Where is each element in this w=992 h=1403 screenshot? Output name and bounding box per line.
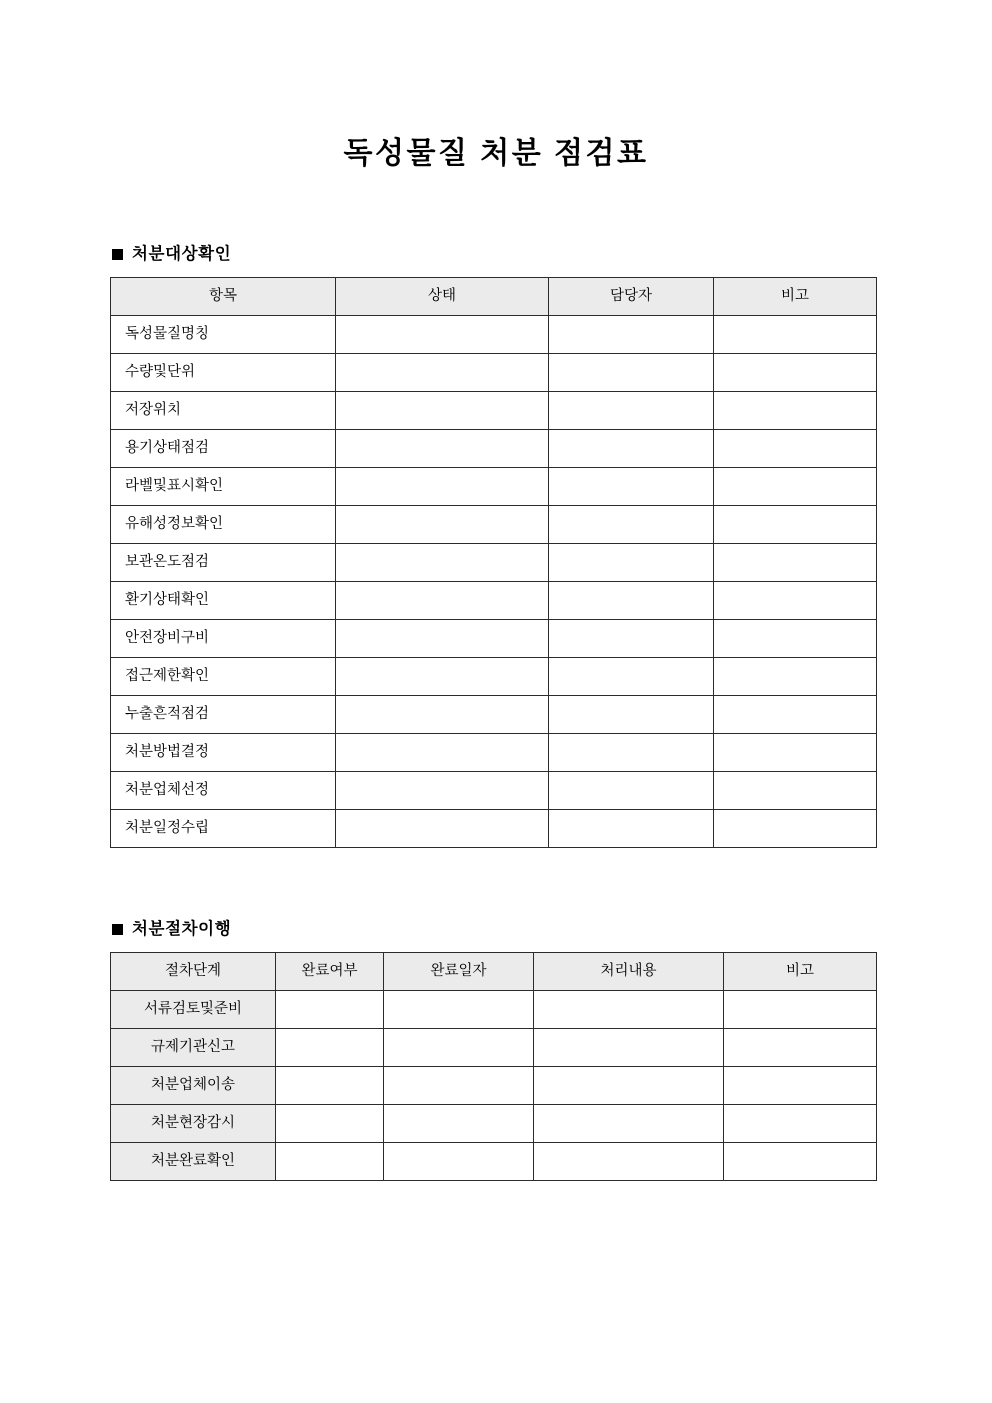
entry-cell[interactable] — [384, 1028, 534, 1066]
entry-cell[interactable] — [336, 809, 549, 847]
black-square-bullet-icon — [112, 924, 123, 935]
entry-cell[interactable] — [276, 1028, 384, 1066]
table-row — [111, 619, 877, 657]
table-header — [111, 952, 877, 990]
section-heading-label: 처분대상확인 — [132, 245, 232, 263]
entry-cell[interactable] — [276, 1104, 384, 1142]
column-header-step: 절차단계 — [111, 952, 276, 990]
column-header-status: 상태 — [336, 277, 549, 315]
entry-cell[interactable] — [336, 733, 549, 771]
entry-cell[interactable] — [336, 429, 549, 467]
row-label-cell: 서류검토및준비 — [111, 990, 276, 1028]
entry-cell[interactable] — [549, 809, 714, 847]
black-square-bullet-icon — [112, 249, 123, 260]
entry-cell[interactable] — [534, 1028, 724, 1066]
table-header-row — [111, 952, 877, 990]
table-row — [111, 1028, 877, 1066]
entry-cell[interactable] — [714, 733, 877, 771]
entry-cell[interactable] — [276, 990, 384, 1028]
row-label-cell: 처분일정수립 — [111, 809, 336, 847]
entry-cell[interactable] — [714, 581, 877, 619]
entry-cell[interactable] — [549, 619, 714, 657]
row-label-cell: 유해성정보확인 — [111, 505, 336, 543]
entry-cell[interactable] — [714, 809, 877, 847]
entry-cell[interactable] — [549, 391, 714, 429]
section-heading-disposal-procedure — [112, 920, 876, 940]
table-row — [111, 505, 877, 543]
entry-cell[interactable] — [549, 695, 714, 733]
entry-cell[interactable] — [384, 990, 534, 1028]
entry-cell[interactable] — [336, 505, 549, 543]
entry-cell[interactable] — [549, 581, 714, 619]
row-label-cell: 용기상태점검 — [111, 429, 336, 467]
row-label-cell: 접근제한확인 — [111, 657, 336, 695]
table-row — [111, 695, 877, 733]
entry-cell[interactable] — [714, 353, 877, 391]
column-header-remarks: 비고 — [724, 952, 877, 990]
table-row — [111, 429, 877, 467]
entry-cell[interactable] — [714, 543, 877, 581]
table-row — [111, 315, 877, 353]
row-label-cell: 저장위치 — [111, 391, 336, 429]
column-header-owner: 담당자 — [549, 277, 714, 315]
column-header-item: 항목 — [111, 277, 336, 315]
entry-cell[interactable] — [714, 657, 877, 695]
table-row — [111, 1142, 877, 1180]
entry-cell[interactable] — [336, 771, 549, 809]
entry-cell[interactable] — [549, 543, 714, 581]
row-label-cell: 처분완료확인 — [111, 1142, 276, 1180]
entry-cell[interactable] — [724, 1104, 877, 1142]
row-label-cell: 독성물질명칭 — [111, 315, 336, 353]
entry-cell[interactable] — [714, 429, 877, 467]
entry-cell[interactable] — [714, 619, 877, 657]
row-label-cell: 수량및단위 — [111, 353, 336, 391]
table-header-row — [111, 277, 877, 315]
entry-cell[interactable] — [714, 505, 877, 543]
table-row — [111, 809, 877, 847]
entry-cell[interactable] — [724, 1028, 877, 1066]
entry-cell[interactable] — [549, 429, 714, 467]
row-label-cell: 안전장비구비 — [111, 619, 336, 657]
entry-cell[interactable] — [336, 695, 549, 733]
row-label-cell: 라벨및표시확인 — [111, 467, 336, 505]
table-row — [111, 467, 877, 505]
table-row — [111, 353, 877, 391]
entry-cell[interactable] — [384, 1104, 534, 1142]
table-row — [111, 657, 877, 695]
row-label-cell: 보관온도점검 — [111, 543, 336, 581]
entry-cell[interactable] — [549, 353, 714, 391]
entry-cell[interactable] — [336, 467, 549, 505]
row-label-cell: 처분현장감시 — [111, 1104, 276, 1142]
entry-cell[interactable] — [534, 1142, 724, 1180]
entry-cell[interactable] — [276, 1142, 384, 1180]
entry-cell[interactable] — [549, 505, 714, 543]
entry-cell[interactable] — [336, 543, 549, 581]
table-row — [111, 771, 877, 809]
table-row — [111, 733, 877, 771]
entry-cell[interactable] — [549, 467, 714, 505]
entry-cell[interactable] — [549, 733, 714, 771]
entry-cell[interactable] — [714, 391, 877, 429]
entry-cell[interactable] — [549, 657, 714, 695]
row-label-cell: 처분업체선정 — [111, 771, 336, 809]
column-header-completion: 완료여부 — [276, 952, 384, 990]
entry-cell[interactable] — [534, 1104, 724, 1142]
row-label-cell: 처분업체이송 — [111, 1066, 276, 1104]
table-row — [111, 581, 877, 619]
entry-cell[interactable] — [724, 1142, 877, 1180]
entry-cell[interactable] — [549, 315, 714, 353]
page-title: 독성물질 처분 점검표 — [343, 137, 649, 170]
entry-cell[interactable] — [549, 771, 714, 809]
disposal-target-table — [110, 277, 877, 848]
table-header — [111, 277, 877, 315]
column-header-completion-date: 완료일자 — [384, 952, 534, 990]
entry-cell[interactable] — [336, 391, 549, 429]
section-heading-label: 처분절차이행 — [132, 920, 232, 938]
entry-cell[interactable] — [724, 1066, 877, 1104]
table-row — [111, 543, 877, 581]
entry-cell[interactable] — [534, 1066, 724, 1104]
table-row — [111, 1104, 877, 1142]
entry-cell[interactable] — [534, 990, 724, 1028]
entry-cell[interactable] — [336, 619, 549, 657]
entry-cell[interactable] — [714, 315, 877, 353]
table-body — [111, 315, 877, 847]
table-row — [111, 1066, 877, 1104]
table-body — [111, 990, 877, 1180]
column-header-remarks: 비고 — [714, 277, 877, 315]
section-disposal-target — [110, 245, 876, 848]
column-header-processing-detail: 처리내용 — [534, 952, 724, 990]
section-disposal-procedure — [110, 920, 876, 1181]
row-label-cell: 처분방법결정 — [111, 733, 336, 771]
table-row — [111, 990, 877, 1028]
entry-cell[interactable] — [384, 1066, 534, 1104]
table-row — [111, 391, 877, 429]
entry-cell[interactable] — [384, 1142, 534, 1180]
disposal-procedure-table — [110, 952, 877, 1181]
entry-cell[interactable] — [714, 467, 877, 505]
entry-cell[interactable] — [336, 581, 549, 619]
row-label-cell: 규제기관신고 — [111, 1028, 276, 1066]
entry-cell[interactable] — [336, 657, 549, 695]
row-label-cell: 환기상태확인 — [111, 581, 336, 619]
entry-cell[interactable] — [336, 353, 549, 391]
entry-cell[interactable] — [336, 315, 549, 353]
entry-cell[interactable] — [724, 990, 877, 1028]
row-label-cell: 누출흔적점검 — [111, 695, 336, 733]
entry-cell[interactable] — [276, 1066, 384, 1104]
section-heading-disposal-target — [112, 245, 876, 265]
entry-cell[interactable] — [714, 695, 877, 733]
entry-cell[interactable] — [714, 771, 877, 809]
